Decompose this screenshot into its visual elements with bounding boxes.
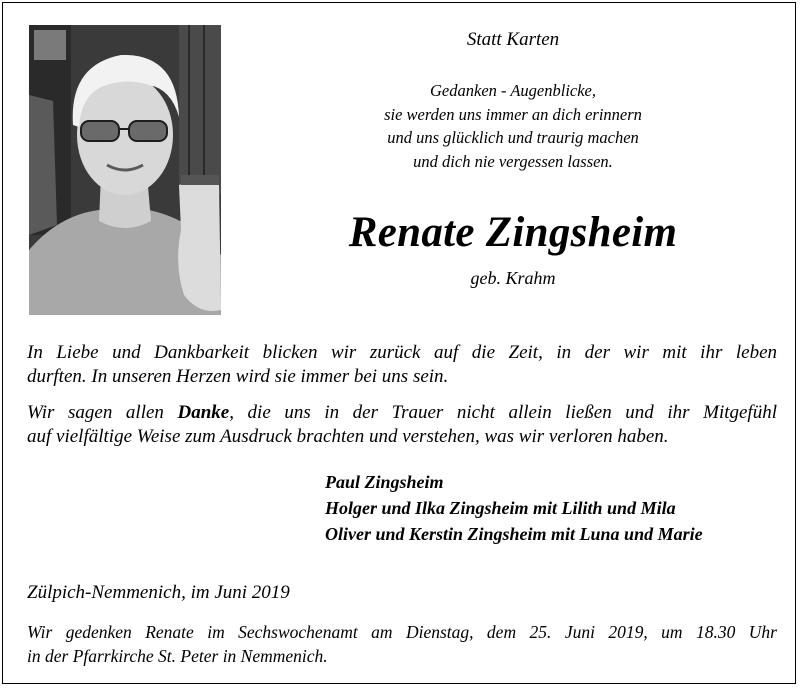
memorial-line: Wir gedenken Renate im Sechswochenamt am Dienstag, dem 25. Juni 2019, um 18.30 Uhr [27, 622, 777, 642]
text-line [27, 401, 777, 425]
signer-line: Holger und Ilka Zingsheim mit Lilith und Mila [325, 498, 676, 518]
signer-line: Oliver und Kerstin Zingsheim mit Luna und Marie [325, 524, 703, 544]
text-line: durften. In unseren Herzen wird sie immer bei uns sein. [27, 366, 449, 387]
poem [233, 79, 793, 173]
memorial-line: in der Pfarrkirche St. Peter in Nemmenich. [27, 646, 328, 666]
deceased-name: Renate Zingsheim [348, 209, 678, 256]
thanks-paragraph-2 [27, 401, 777, 449]
portrait-image [29, 25, 221, 315]
text-line: In Liebe und Dankbarkeit blicken wir zurück auf die Zeit, in der wir mit ihr leben [27, 342, 777, 363]
poem-line: und uns glücklich und traurig machen [387, 128, 639, 147]
obituary-frame [2, 2, 796, 684]
text-line: auf vielfältige Weise zum Ausdruck brachten und verstehen, was wir verloren haben. [27, 426, 669, 447]
signer-line: Paul Zingsheim [325, 472, 444, 492]
portrait-photo [29, 25, 221, 315]
poem-line: und dich nie vergessen lassen. [413, 151, 613, 171]
memorial-notice [27, 620, 777, 668]
maiden-name: geb. Krahm [470, 268, 556, 288]
signers [325, 469, 703, 547]
text-fragment: Wir sagen allen [27, 402, 164, 423]
danke-word: Danke [177, 402, 230, 423]
thanks-paragraph-1 [27, 341, 777, 389]
poem-line: sie werden uns immer an dich erinnern [384, 104, 642, 124]
statt-karten: Statt Karten [466, 29, 560, 50]
place-date: Zülpich-Nemmenich, im Juni 2019 [27, 582, 290, 603]
poem-line: Gedanken - Augenblicke, [430, 81, 596, 100]
text-fragment: , die uns in der Trauer nicht allein ließen und ihr Mitgefühl [229, 402, 777, 423]
